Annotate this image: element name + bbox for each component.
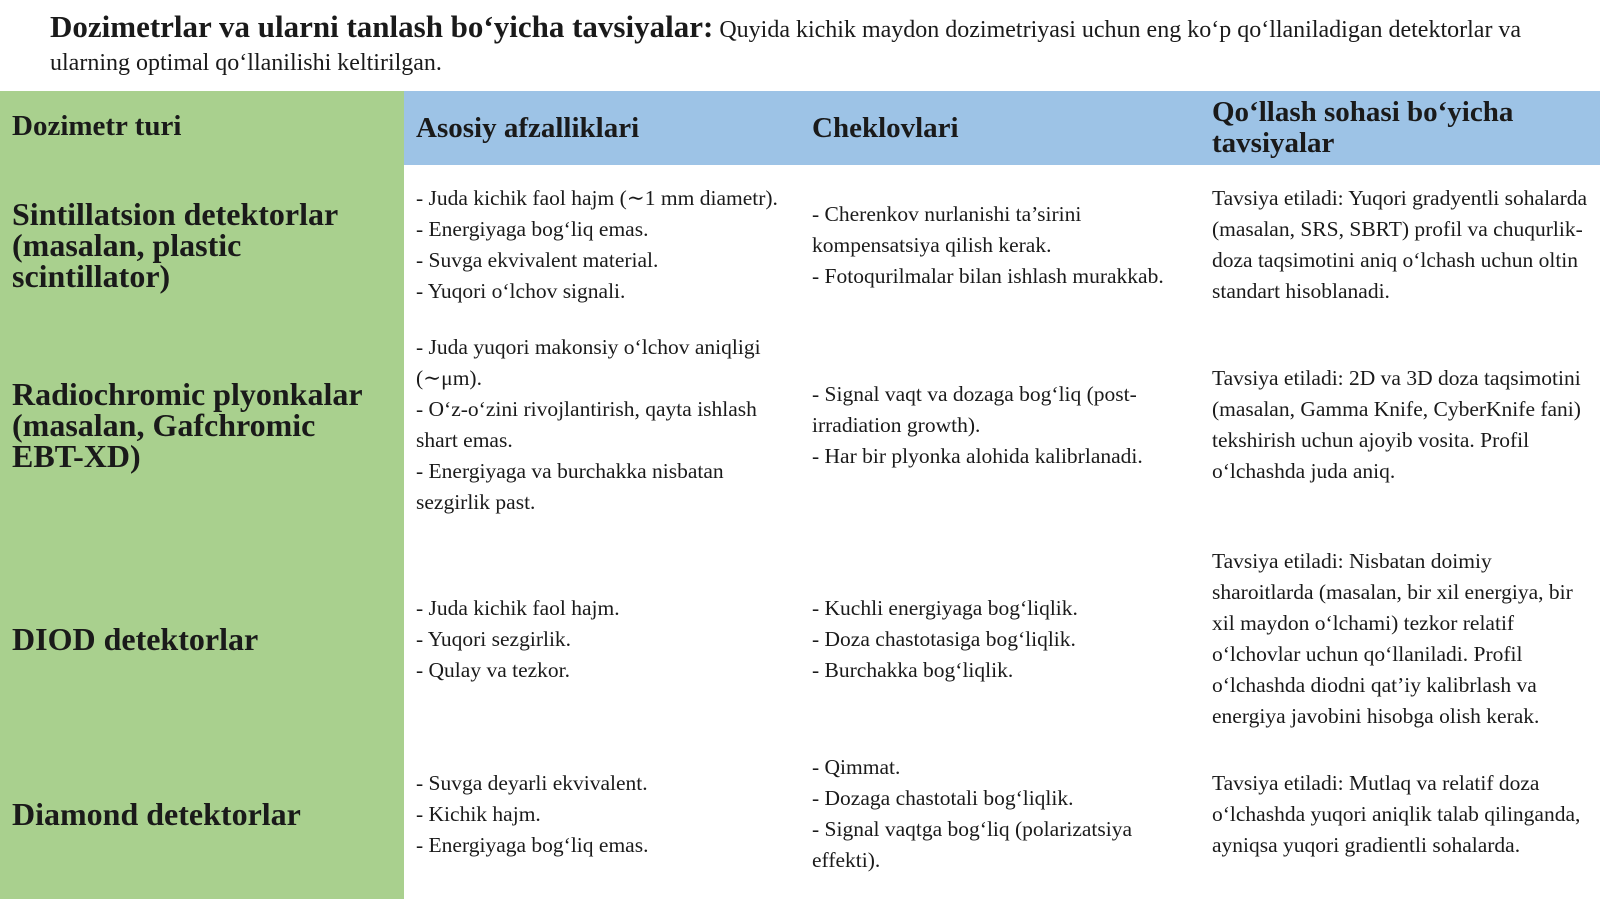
row-3-detector-name: DIOD detektorlar <box>12 620 259 657</box>
row-1-recommendation: Tavsiya etiladi: Yuqori gradyentli sohalarda (masalan, SRS, SBRT) profil va chuqurlik-doza taqsimotini aniq o‘lchash uchun oltin standart hisoblanadi. <box>1212 186 1588 303</box>
row-4-limitations <box>812 749 1192 879</box>
list-item: - Fotoqurilmalar bilan ishlash murakkab. <box>812 263 1164 288</box>
list-item: - Yuqori sezgirlik. <box>416 626 572 651</box>
column-header-advantages: Asosiy afzalliklari <box>416 111 640 144</box>
list-item: - Juda kichik faol hajm (∼1 mm diametr). <box>416 186 778 210</box>
row-4-detector-name: Diamond detektorlar <box>12 795 301 832</box>
row-2-advantages <box>416 329 800 521</box>
list-item: - Juda kichik faol hajm. <box>416 595 620 620</box>
row-4-advantages <box>416 749 800 879</box>
list-item: - Energiyaga va burchakka nisbatan sezgirlik past. <box>416 459 724 514</box>
page-subtitle: Quyida kichik maydon dozimetriyasi uchun eng ko‘p qo‘llaniladigan detektorlar va ularning optimal qo‘llanilishi keltirilgan. <box>50 17 1522 76</box>
list-item: - Juda yuqori makonsiy o‘lchov aniqligi (∼μm). <box>416 335 761 390</box>
list-item: - Qulay va tezkor. <box>416 657 571 682</box>
list-item: - Kichik hajm. <box>416 801 541 826</box>
row-4-recommendation: Tavsiya etiladi: Mutlaq va relatif doza o‘lchashda yuqori aniqlik talab qilinganda, ayniqsa yuqori gradientli sohalarda. <box>1212 770 1581 857</box>
row-3-limitations <box>812 543 1192 735</box>
row-3-recommendation: Tavsiya etiladi: Nisbatan doimiy sharoitlarda (masalan, bir xil energiya, bir xil maydon o‘lchami) tezkor relatif o‘lchovlar uchun qo‘llaniladi. Profil o‘lchashda diodni qat’iy kalibrlash va energiya javobini hisobga olish kerak. <box>1212 549 1573 728</box>
row-2-limitations <box>812 329 1196 521</box>
column-header-type: Dozimetr turi <box>12 109 182 142</box>
page-title: Dozimetrlar va ularni tanlash bo‘yicha tavsiyalar: <box>50 9 714 44</box>
list-item: - Suvga ekvivalent material. <box>416 248 659 272</box>
list-item: - Dozaga chastotali bog‘liqlik. <box>812 786 1074 810</box>
list-item: - Qimmat. <box>812 755 901 779</box>
list-item: - Burchakka bog‘liqlik. <box>812 657 1014 682</box>
list-item: - Kuchli energiyaga bog‘liqlik. <box>812 595 1078 620</box>
row-1-detector-name: Sintillatsion detektorlar (masalan, plastic scintillator) <box>12 195 338 294</box>
row-3-advantages <box>416 543 800 735</box>
list-item: - O‘z-o‘zini rivojlantirish, qayta ishlash shart emas. <box>416 397 757 452</box>
list-item: - Doza chastotasiga bog‘liqlik. <box>812 626 1076 651</box>
list-item: - Suvga deyarli ekvivalent. <box>416 770 648 795</box>
column-header-recommendations: Qo‘llash sohasi bo‘yicha tavsiyalar <box>1212 96 1514 159</box>
row-1-advantages <box>416 165 800 325</box>
list-item: - Yuqori o‘lchov signali. <box>416 279 626 303</box>
row-1-limitations <box>812 165 1192 325</box>
row-2-recommendation: Tavsiya etiladi: 2D va 3D doza taqsimotini (masalan, Gamma Knife, CyberKnife fani) tekshirish uchun ajoyib vosita. Profil o‘lchashda juda aniq. <box>1212 366 1581 483</box>
list-item: - Energiyaga bog‘liq emas. <box>416 832 649 857</box>
list-item: - Energiyaga bog‘liq emas. <box>416 217 649 241</box>
page-header <box>50 10 1570 80</box>
list-item: - Cherenkov nurlanishi ta’sirini kompensatsiya qilish kerak. <box>812 201 1082 257</box>
list-item: - Har bir plyonka alohida kalibrlanadi. <box>812 443 1143 468</box>
detector-table <box>0 91 1600 899</box>
row-2-detector-name: Radiochromic plyonkalar (masalan, Gafchromic EBT-XD) <box>12 375 362 474</box>
list-item: - Signal vaqt va dozaga bog‘liq (post-irradiation growth). <box>812 381 1137 437</box>
column-header-limitations: Cheklovlari <box>812 111 959 144</box>
list-item: - Signal vaqtga bog‘liq (polarizatsiya effekti). <box>812 817 1133 872</box>
